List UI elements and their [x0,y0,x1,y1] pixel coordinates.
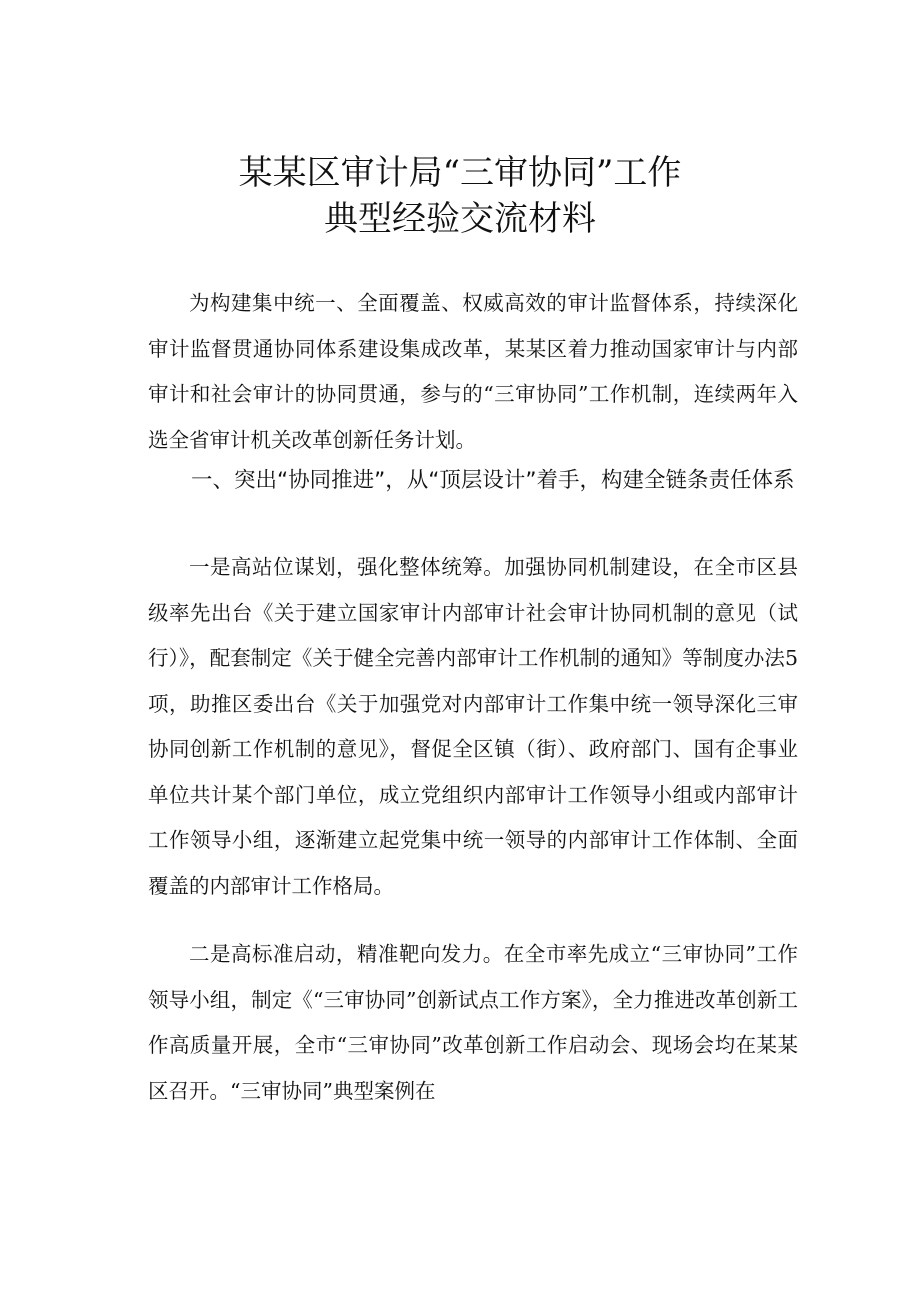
document-title [0,150,920,242]
title-line-2: 典型经验交流材料 [324,199,596,239]
title-line-1: 某某区审计局“三审协同”工作 [238,153,682,193]
body-paragraph: 一是高站位谋划，强化整体统筹。加强协同机制建设，在全市区县级率先出台《关于建立国家审计内部审计社会审计协同机制的意见（试行）》，配套制定《关于健全完善内部审计工作机制的通知》等制度办法5项，助推区委出台《关于加强党对内部审计工作集中统一领导深化三审协同创新工作机制的意见》，督促全区镇（街）、政府部门、国有企事业单位共计某个部门单位，成立党组织内部审计工作领导小组或内部审计工作领导小组，逐渐建立起党集中统一领导的内部审计工作体制、全面覆盖的内部审计工作格局。 [148,555,798,898]
intro-section [148,281,798,463]
section-1-para-2 [148,932,798,1114]
section-heading-1: 一、突出“协同推进”，从“顶层设计”着手，构建全链条责任体系 [191,468,795,493]
section-1-para-1 [148,545,798,909]
body-paragraph: 二是高标准启动，精准靶向发力。在全市率先成立“三审协同”工作领导小组，制定《“三审协同”创新试点工作方案》，全力推进改革创新工作高质量开展，全市“三审协同”改革创新工作启动会、现场会均在某某区召开。“三审协同”典型案例在 [148,942,798,1103]
intro-paragraph: 为构建集中统一、全面覆盖、权威高效的审计监督体系，持续深化审计监督贯通协同体系建设集成改革，某某区着力推动国家审计与内部审计和社会审计的协同贯通，参与的“三审协同”工作机制，连续两年入选全省审计机关改革创新任务计划。 [148,291,798,452]
